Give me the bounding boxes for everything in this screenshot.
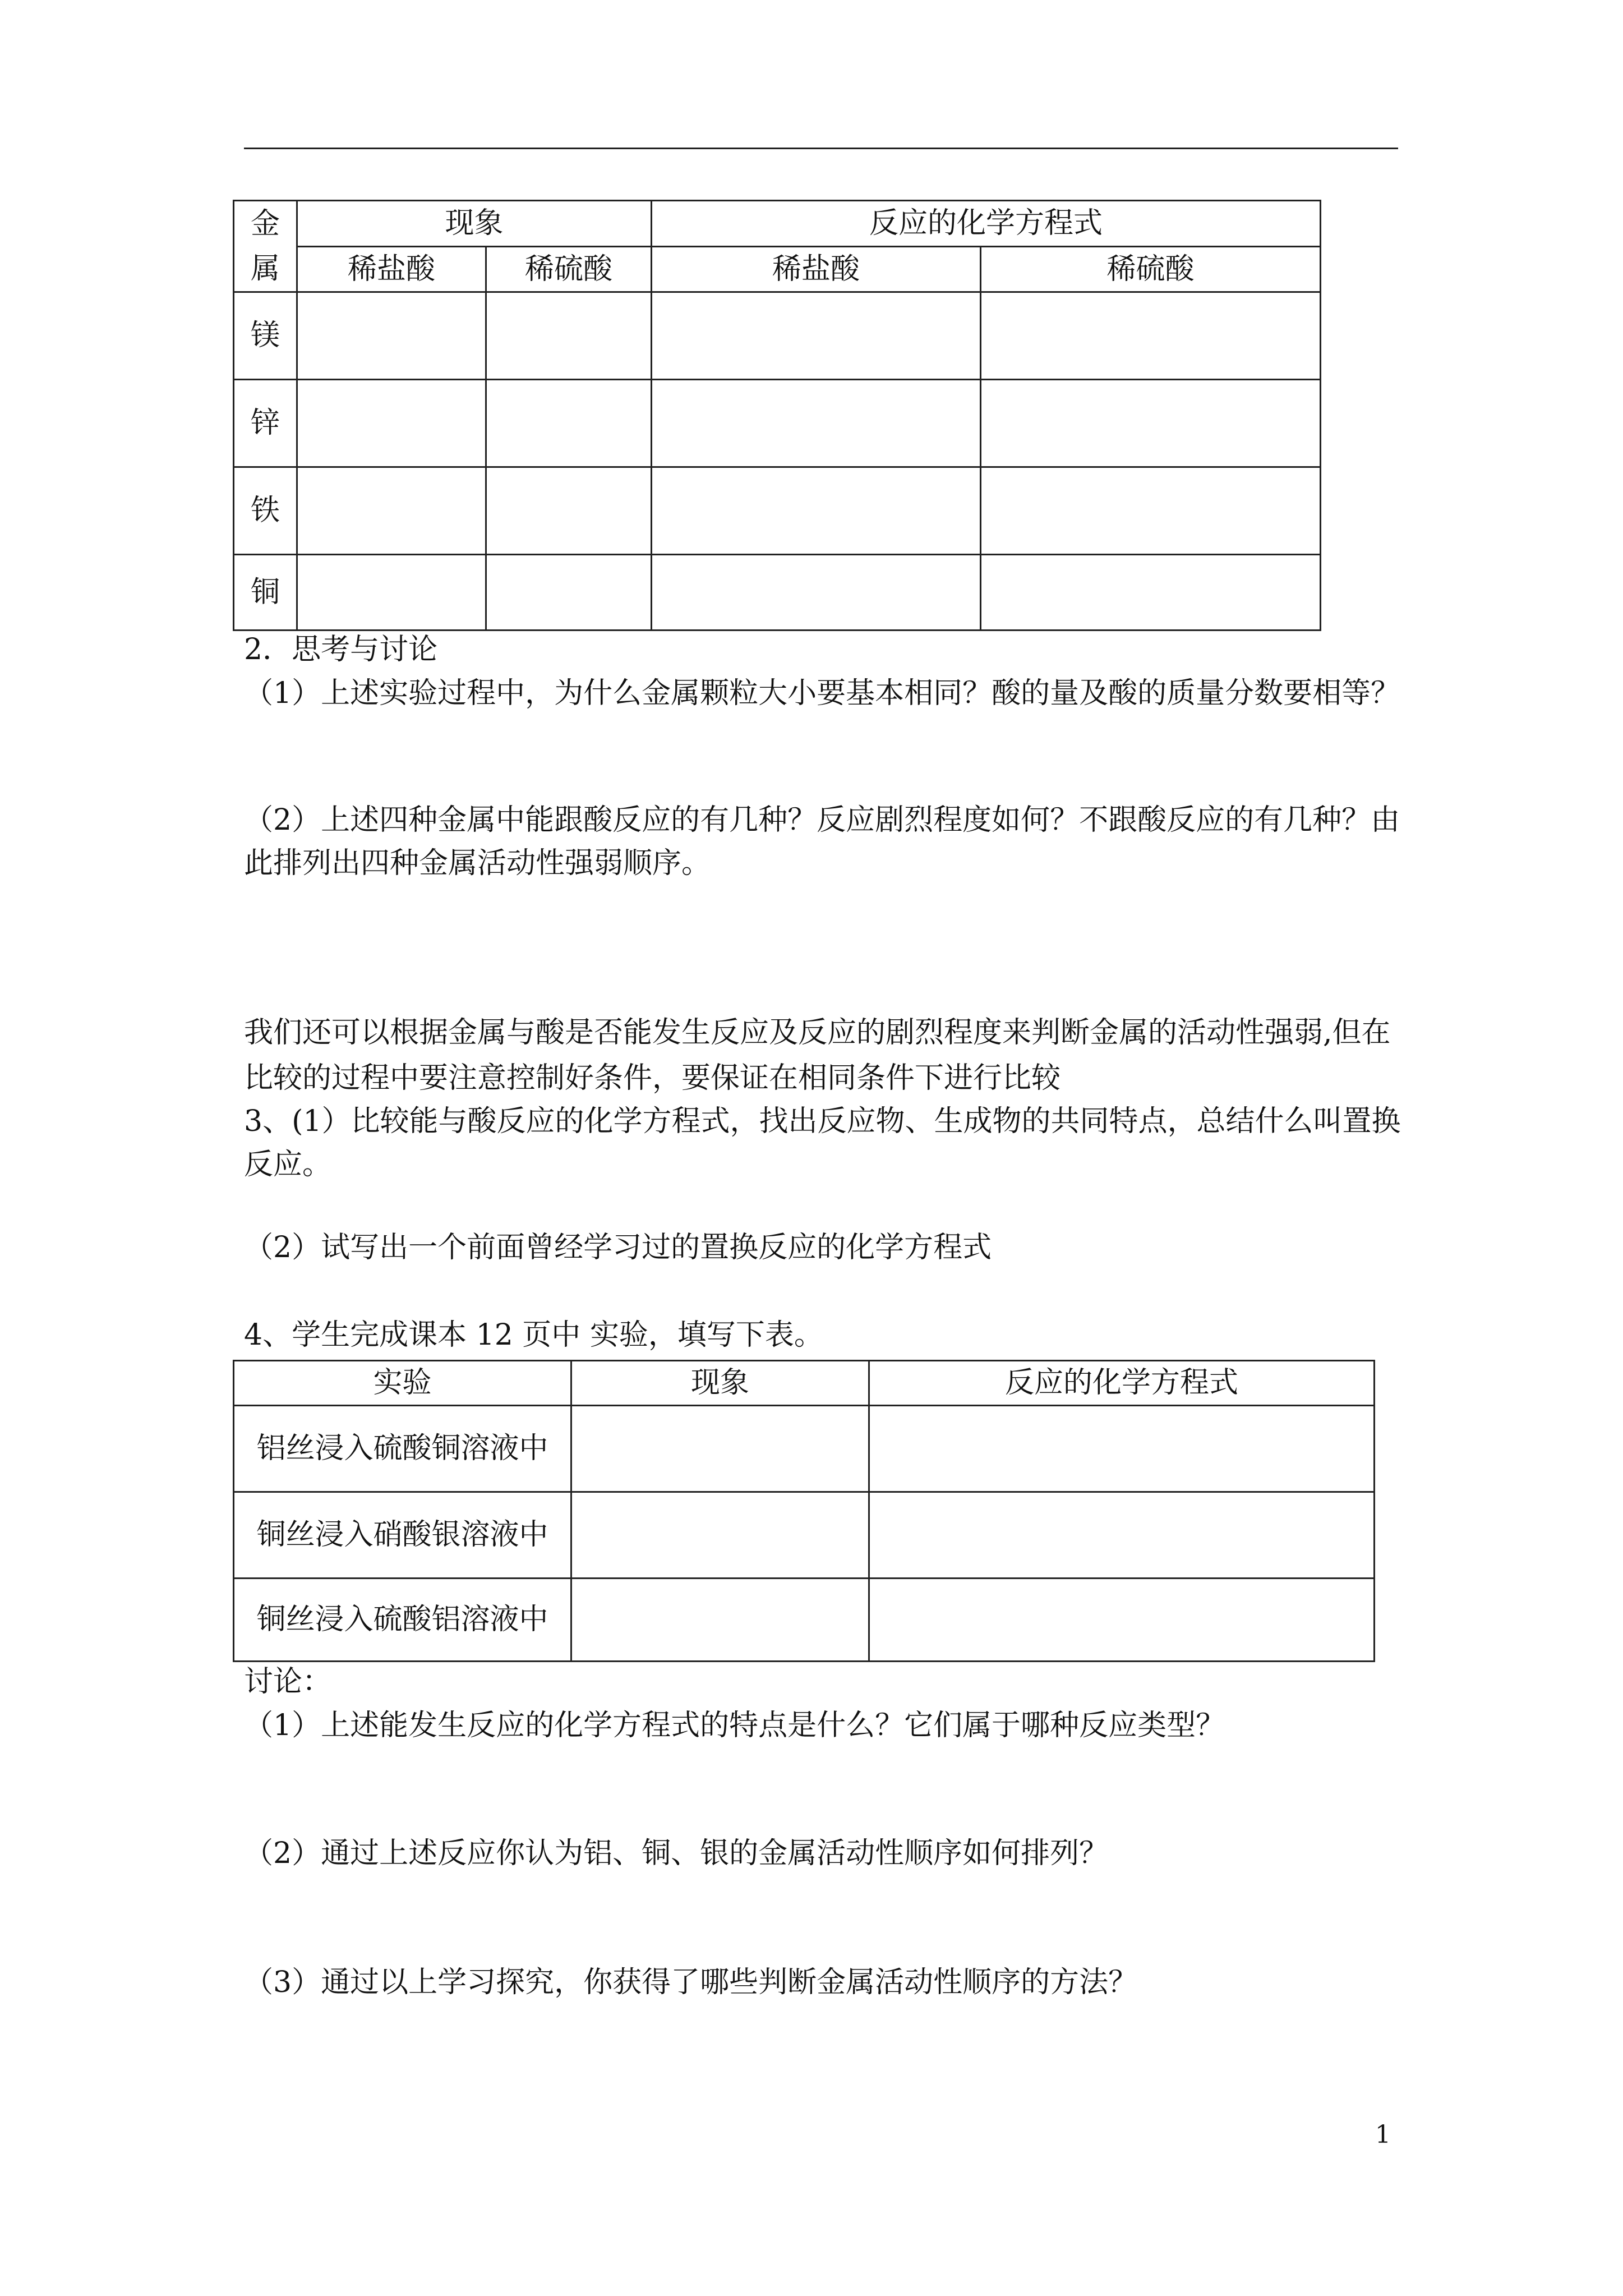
row-metal-label: 铁 [234, 467, 297, 555]
header-phenomenon: 现象 [297, 201, 652, 247]
answer-cell[interactable] [652, 292, 981, 380]
answer-cell[interactable] [297, 555, 486, 631]
experiment-label: 铝丝浸入硫酸铜溶液中 [234, 1406, 571, 1492]
discussion-q2: （2）通过上述反应你认为铝、铜、银的金属活动性顺序如何排列？ [244, 1837, 1109, 1870]
question-3-2: （2）试写出一个前面曾经学习过的置换反应的化学方程式 [244, 1231, 992, 1264]
subheader-h2so4: 稀硫酸 [981, 247, 1321, 292]
answer-cell[interactable] [981, 380, 1321, 467]
experiment-label: 铜丝浸入硫酸铝溶液中 [234, 1579, 571, 1662]
answer-cell[interactable] [869, 1406, 1375, 1492]
answer-cell[interactable] [981, 555, 1321, 631]
answer-cell[interactable] [297, 467, 486, 555]
answer-cell[interactable] [652, 467, 981, 555]
note-line2: 比较的过程中要注意控制好条件，要保证在相同条件下进行比较 [244, 1061, 1061, 1095]
answer-cell[interactable] [571, 1492, 869, 1579]
discussion-title: 讨论： [244, 1665, 332, 1699]
answer-cell[interactable] [981, 292, 1321, 380]
subheader-h2so4: 稀硫酸 [486, 247, 652, 292]
answer-cell[interactable] [571, 1579, 869, 1662]
discussion-q3: （3）通过以上学习探究，你获得了哪些判断金属活动性顺序的方法？ [244, 1966, 1138, 1999]
question-2-1: （1）上述实验过程中，为什么金属颗粒大小要基本相同？酸的量及酸的质量分数要相等？ [244, 677, 1400, 710]
subheader-hcl: 稀盐酸 [652, 247, 981, 292]
answer-cell[interactable] [652, 380, 981, 467]
subheader-hcl: 稀盐酸 [297, 247, 486, 292]
answer-cell[interactable] [486, 467, 652, 555]
header-experiment: 实验 [234, 1361, 571, 1406]
page-number: 1 [1375, 2120, 1391, 2149]
answer-cell[interactable] [486, 555, 652, 631]
section-2-title: 2．思考与讨论 [244, 633, 438, 666]
note-line1: 我们还可以根据金属与酸是否能发生反应及反应的剧烈程度来判断金属的活动性强弱,但在 [244, 1016, 1391, 1050]
header-rule [244, 148, 1398, 149]
answer-cell[interactable] [652, 555, 981, 631]
row-metal-label: 铜 [234, 555, 297, 631]
experiment-label: 铜丝浸入硝酸银溶液中 [234, 1492, 571, 1579]
header-equation: 反应的化学方程式 [652, 201, 1321, 247]
metal-acid-table [233, 200, 1321, 631]
question-3-1-line1: 3、(1）比较能与酸反应的化学方程式，找出反应物、生成物的共同特点，总结什么叫置换 [244, 1105, 1401, 1138]
question-2-2-line1: （2）上述四种金属中能跟酸反应的有几种？反应剧烈程度如何？不跟酸反应的有几种？由 [244, 803, 1400, 837]
answer-cell[interactable] [297, 380, 486, 467]
experiment-table [233, 1360, 1375, 1662]
answer-cell[interactable] [486, 292, 652, 380]
question-3-1-line2: 反应。 [244, 1148, 332, 1181]
answer-cell[interactable] [486, 380, 652, 467]
answer-cell[interactable] [981, 467, 1321, 555]
section-4-title: 4、学生完成课本 12 页中 实验，填写下表。 [244, 1318, 823, 1352]
answer-cell[interactable] [297, 292, 486, 380]
header-metal: 金属 [234, 201, 297, 292]
question-2-2-line2: 此排列出四种金属活动性强弱顺序。 [244, 846, 711, 880]
answer-cell[interactable] [571, 1406, 869, 1492]
row-metal-label: 镁 [234, 292, 297, 380]
answer-cell[interactable] [869, 1579, 1375, 1662]
row-metal-label: 锌 [234, 380, 297, 467]
answer-cell[interactable] [869, 1492, 1375, 1579]
header-phenomenon: 现象 [571, 1361, 869, 1406]
header-equation: 反应的化学方程式 [869, 1361, 1375, 1406]
discussion-q1: （1）上述能发生反应的化学方程式的特点是什么？它们属于哪种反应类型？ [244, 1709, 1225, 1742]
